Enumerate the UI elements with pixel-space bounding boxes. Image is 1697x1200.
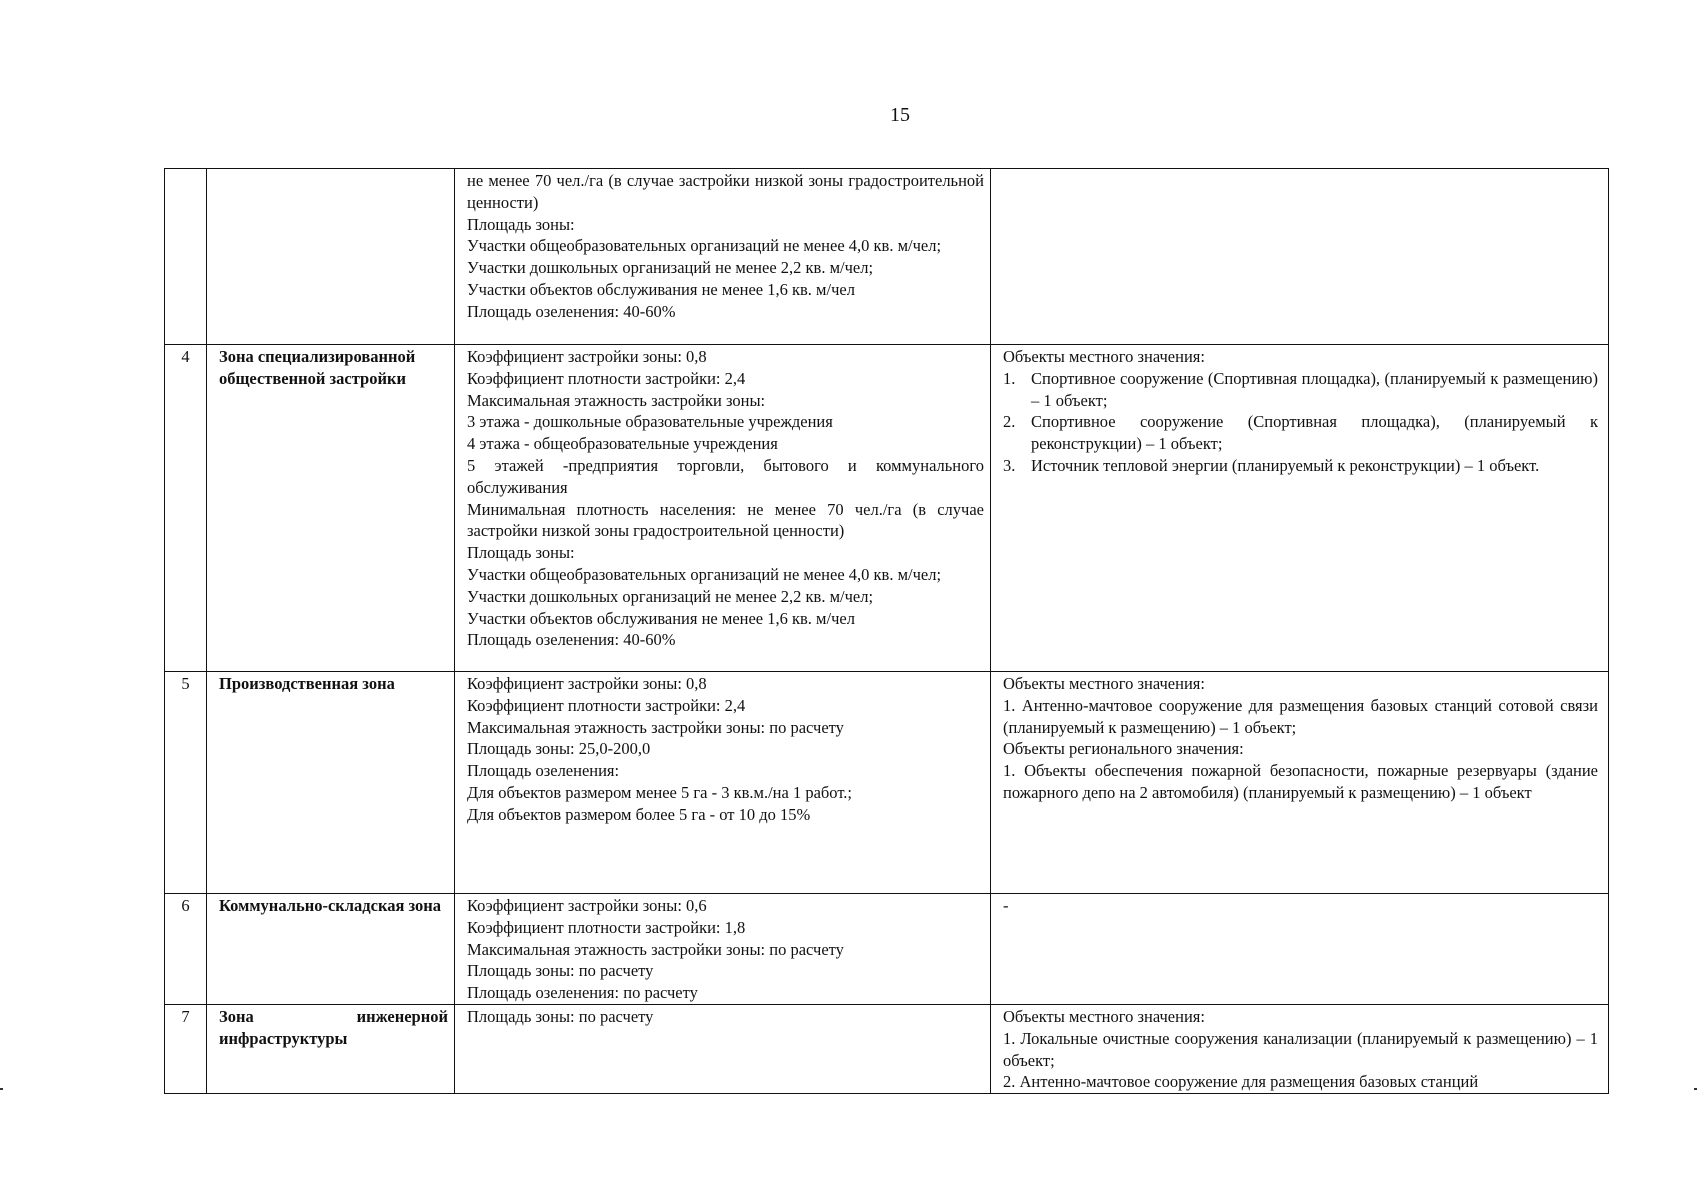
parameter-line: Максимальная этажность застройки зоны: по расчету: [467, 717, 844, 737]
scan-margin-mark: [0, 1088, 3, 1090]
parameter-line: Площадь озеленения:: [467, 761, 620, 781]
parameter-line: Максимальная этажность застройки зоны:: [467, 390, 766, 410]
parameter-line: Коэффициент застройки зоны: 0,8: [467, 674, 707, 693]
parameter-line: Для объектов размером более 5 га - от 10 до 15%: [467, 804, 811, 824]
object-item-text: Спортивное сооружение (Спортивная площадка), (планируемый к реконструкции) – 1 объект;: [1031, 412, 1598, 454]
objects-header: Объекты местного значения:: [1003, 347, 1205, 366]
parameter-line: 4 этажа - общеобразовательные учреждения: [467, 434, 778, 454]
parameter-line: Участки общеобразовательных организаций не менее 4,0 кв. м/чел;: [467, 564, 942, 584]
parameter-line: Площадь озеленения: 40-60%: [467, 301, 676, 321]
object-item-number: 1.: [1003, 368, 1016, 388]
parameter-line: Площадь озеленения: 40-60%: [467, 630, 676, 650]
row-number: 4: [165, 345, 207, 672]
zone-name: Зона инженерной инфраструктуры: [207, 1004, 455, 1093]
row-number: 6: [165, 894, 207, 1005]
objects-header: -: [1003, 896, 1009, 915]
zone-name: [207, 169, 455, 345]
table-row: [165, 169, 1609, 345]
objects-header: Объекты местного значения:: [1003, 1006, 1205, 1026]
object-paragraph: 2. Антенно-мачтовое сооружение для размещения базовых станций: [1003, 1072, 1479, 1092]
zone-name: Производственная зона: [207, 672, 455, 894]
planned-objects: [991, 169, 1609, 345]
object-item-number: 3.: [1003, 455, 1016, 475]
row-number: 5: [165, 672, 207, 894]
table-row: [165, 345, 1609, 672]
parameter-line: Максимальная этажность застройки зоны: по расчету: [467, 939, 844, 959]
parameter-line: Площадь зоны:: [467, 543, 575, 563]
parameter-line: Минимальная плотность населения: не менее 70 чел./га (в случае застройки низкой зоны градостроительной ценности): [467, 499, 984, 541]
parameter-line: Площадь зоны:: [467, 214, 575, 234]
planned-objects: [991, 1004, 1609, 1093]
object-item-text: Источник тепловой энергии (планируемый к реконструкции) – 1 объект.: [1031, 455, 1540, 475]
table-row: [165, 1004, 1609, 1093]
parameter-line: Площадь зоны: 25,0-200,0: [467, 739, 651, 759]
planned-objects: [991, 345, 1609, 672]
parameter-line: Для объектов размером менее 5 га - 3 кв.м./на 1 работ.;: [467, 782, 852, 802]
objects-header: Объекты местного значения:: [1003, 674, 1205, 693]
parameter-line: Участки дошкольных организаций не менее 2,2 кв. м/чел;: [467, 258, 874, 278]
parameter-line: 5 этажей -предприятия торговли, бытового и коммунального обслуживания: [467, 455, 984, 497]
parameter-line: 3 этажа - дошкольные образовательные учреждения: [467, 412, 833, 432]
parameter-line: Участки общеобразовательных организаций не менее 4,0 кв. м/чел;: [467, 236, 942, 256]
zone-parameters: [455, 345, 991, 672]
row-number: 7: [165, 1004, 207, 1093]
table-row: [165, 672, 1609, 894]
parameter-line: Коэффициент застройки зоны: 0,8: [467, 347, 707, 366]
parameter-line: Участки объектов обслуживания не менее 1,6 кв. м/чел: [467, 608, 855, 628]
page-number: 15: [890, 104, 910, 126]
parameter-line: Площадь озеленения: по расчету: [467, 983, 698, 1003]
zone-parameters: [455, 1004, 991, 1093]
parameter-line: не менее 70 чел./га (в случае застройки низкой зоны градостроительной ценности): [467, 171, 984, 212]
parameter-line: Площадь зоны: по расчету: [467, 961, 654, 981]
object-paragraph: 1. Антенно-мачтовое сооружение для размещения базовых станций сотовой связи (планируемый к размещению) – 1 объект;: [1003, 695, 1598, 737]
parameter-line: Участки объектов обслуживания не менее 1,6 кв. м/чел: [467, 279, 855, 299]
table-row: [165, 894, 1609, 1005]
zones-table: [164, 168, 1609, 1094]
planned-objects: [991, 894, 1609, 1005]
object-list-item: [1003, 368, 1598, 412]
zone-parameters: [455, 169, 991, 345]
row-number: [165, 169, 207, 345]
zone-parameters: [455, 894, 991, 1005]
object-list-item: [1003, 455, 1598, 477]
zone-name: Коммунально-складская зона: [207, 894, 455, 1005]
parameter-line: Коэффициент плотности застройки: 1,8: [467, 917, 746, 937]
zone-name: Зона специализированной общественной застройки: [207, 345, 455, 672]
zone-parameters: [455, 672, 991, 894]
object-list-item: [1003, 411, 1598, 455]
parameter-line: Коэффициент плотности застройки: 2,4: [467, 368, 746, 388]
object-paragraph: 1. Локальные очистные сооружения канализации (планируемый к размещению) – 1 объект;: [1003, 1028, 1598, 1070]
planned-objects: [991, 672, 1609, 894]
parameter-line: Коэффициент застройки зоны: 0,6: [467, 896, 707, 915]
parameter-line: Площадь зоны: по расчету: [467, 1006, 654, 1026]
parameter-line: Коэффициент плотности застройки: 2,4: [467, 695, 746, 715]
object-paragraph: 1. Объекты обеспечения пожарной безопасности, пожарные резервуары (здание пожарного депо на 2 автомобиля) (планируемый к размещению) – 1 объект: [1003, 761, 1598, 802]
zones-table-body: [165, 169, 1609, 1094]
object-paragraph: Объекты регионального значения:: [1003, 739, 1244, 759]
object-item-number: 2.: [1003, 412, 1016, 432]
parameter-line: Участки дошкольных организаций не менее 2,2 кв. м/чел;: [467, 586, 874, 606]
object-item-text: Спортивное сооружение (Спортивная площадка), (планируемый к размещению) – 1 объект;: [1031, 368, 1598, 410]
